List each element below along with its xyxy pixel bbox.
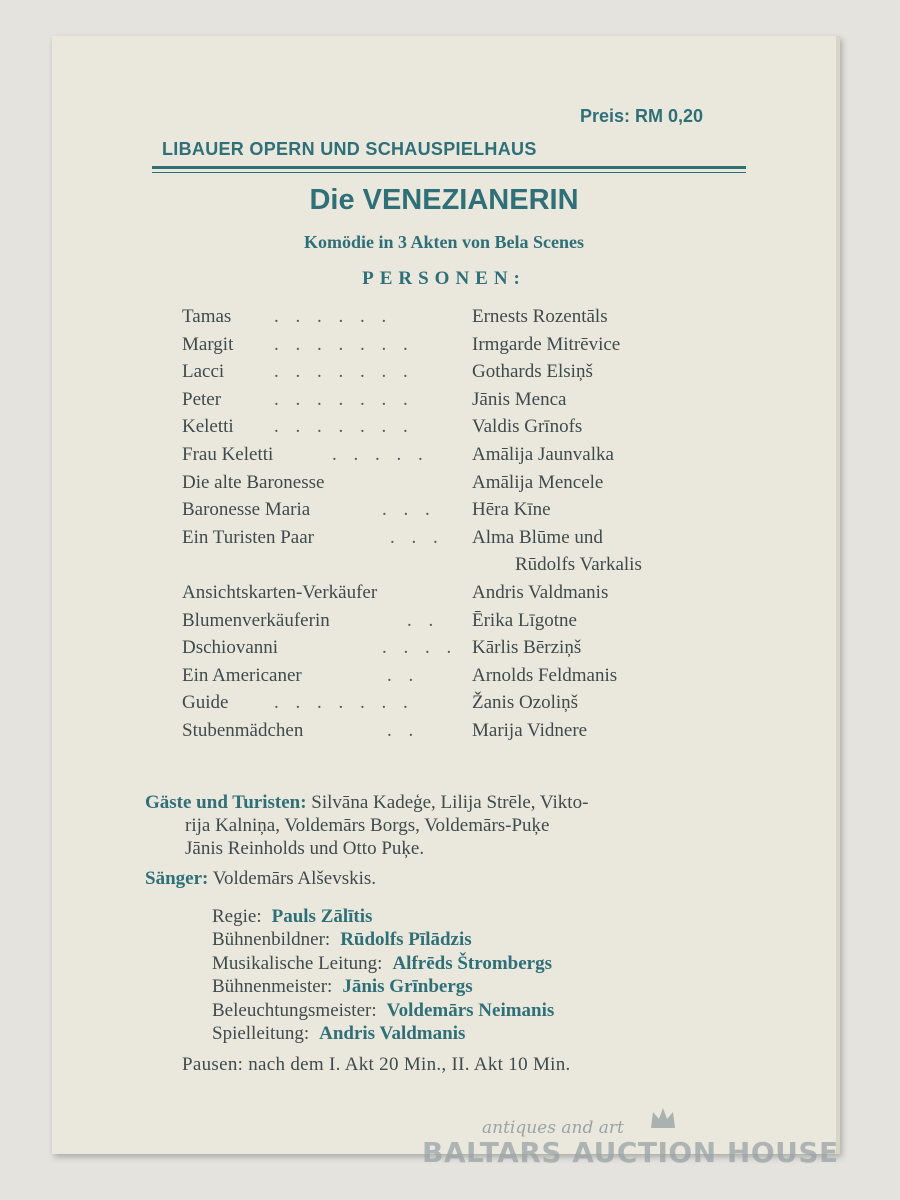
cast-row — [182, 416, 742, 444]
cast-actor: Jānis Menca — [472, 388, 567, 410]
cast-actor: Irmgarde Mitrēvice — [472, 333, 621, 355]
cast-actor: Andris Valdmanis — [472, 581, 609, 603]
cast-actor: Rūdolfs Varkalis — [515, 554, 642, 576]
leader-dots: . . . . . . . — [274, 361, 414, 383]
cast-actor: Hēra Kīne — [472, 499, 551, 521]
cast-actor: Amālija Mencele — [472, 471, 604, 493]
cast-row — [182, 306, 742, 334]
crew-label: Beleuchtungsmeister: — [212, 999, 377, 1021]
crew-name: Alfrēds Štrombergs — [392, 952, 552, 974]
crew-label: Musikalische Leitung: — [212, 952, 383, 974]
crew-label: Bühnenmeister: — [212, 976, 333, 998]
watermark-tagline: antiques and art — [482, 1118, 624, 1138]
cast-role: Peter — [182, 388, 222, 410]
guests-line: Silvāna Kadeģe, Lilija Strēle, Vikto- — [311, 792, 589, 813]
cast-actor: Marija Vidnere — [472, 719, 588, 741]
cast-actor: Ērika Līgotne — [472, 609, 577, 631]
cast-role: Die alte Baronesse — [182, 471, 325, 493]
cast-role: Lacci — [182, 361, 225, 383]
personen-heading: PERSONEN: — [362, 268, 526, 289]
leader-dots: . . — [387, 664, 420, 686]
header-rule-thin — [152, 172, 746, 173]
leader-dots: . . . . . . . — [274, 416, 414, 438]
cast-role: Ein Turisten Paar — [182, 526, 314, 548]
cast-role: Blumenverkäuferin — [182, 609, 330, 631]
leader-dots: . . . — [390, 526, 444, 548]
leader-dots: . . . . — [382, 637, 458, 659]
guests-line: Jānis Reinholds und Otto Puķe. — [185, 838, 425, 859]
guests-section — [145, 791, 765, 860]
play-title: Die VENEZIANERIN — [309, 184, 579, 216]
crew-name: Rūdolfs Pīlādzis — [340, 929, 472, 951]
singer-section — [145, 868, 376, 890]
cast-actor: Kārlis Bērziņš — [472, 637, 582, 659]
crown-icon — [648, 1104, 678, 1134]
cast-row — [182, 499, 742, 527]
header-rule — [152, 166, 746, 169]
singer-name: Voldemārs Alševskis. — [212, 868, 377, 889]
cast-row — [182, 582, 742, 610]
program-sheet — [52, 36, 840, 1169]
intermission-info: Pausen: nach dem I. Akt 20 Min., II. Akt 10 Min. — [182, 1054, 571, 1075]
guests-line: rija Kalniņa, Voldemārs Borgs, Voldemārs-Puķe — [185, 815, 550, 836]
cast-actor: Arnolds Feldmanis — [472, 664, 618, 686]
cast-row — [182, 334, 742, 362]
crew-row — [212, 929, 554, 952]
crew-label: Regie: — [212, 906, 262, 927]
cast-role: Stubenmädchen — [182, 719, 304, 741]
cast-actor: Valdis Grīnofs — [472, 416, 583, 438]
cast-row — [182, 720, 742, 748]
cast-row — [182, 472, 742, 500]
cast-actor: Žanis Ozoliņš — [472, 692, 579, 714]
price-label: Preis: RM 0,20 — [580, 106, 704, 126]
theater-name: LIBAUER OPERN UND SCHAUSPIELHAUS — [162, 139, 537, 159]
leader-dots: . . — [407, 609, 440, 631]
crew-label: Spielleitung: — [212, 1022, 310, 1044]
cast-role: Baronesse Maria — [182, 499, 311, 521]
crew-list — [212, 906, 554, 1046]
cast-role: Margit — [182, 333, 234, 355]
leader-dots: . . . . . . . — [274, 333, 414, 355]
cast-row — [182, 554, 742, 582]
crew-label: Bühnenbildner: — [212, 929, 331, 951]
crew-row — [212, 976, 554, 999]
leader-dots: . . . . . . — [274, 306, 393, 327]
crew-row — [212, 1023, 554, 1046]
play-subtitle: Komödie in 3 Akten von Bela Scenes — [303, 232, 585, 252]
leader-dots: . . . . . — [332, 443, 429, 465]
cast-role: Ansichtskarten-Verkäufer — [182, 581, 378, 603]
cast-role: Dschiovanni — [182, 637, 279, 659]
cast-actor: Ernests Rozentāls — [472, 306, 608, 327]
leader-dots: . . . . . . . — [274, 692, 414, 714]
singer-label: Sänger: — [145, 868, 209, 889]
cast-row — [182, 610, 742, 638]
cast-row — [182, 361, 742, 389]
cast-actor: Gothards Elsiņš — [472, 361, 593, 383]
cast-row — [182, 444, 742, 472]
crew-row — [212, 1000, 554, 1023]
cast-actor: Alma Blūme und — [472, 526, 603, 548]
crew-name: Andris Valdmanis — [319, 1022, 466, 1044]
cast-role: Keletti — [182, 416, 234, 438]
cast-row — [182, 637, 742, 665]
cast-role: Tamas — [182, 306, 232, 327]
crew-row — [212, 953, 554, 976]
crew-name: Pauls Zālītis — [271, 906, 373, 927]
cast-role: Guide — [182, 692, 229, 714]
cast-row — [182, 692, 742, 720]
cast-actor: Amālija Jaunvalka — [472, 443, 614, 465]
watermark-logo: BALTARS AUCTION HOUSE — [422, 1136, 839, 1169]
cast-row — [182, 389, 742, 417]
guests-label: Gäste und Turisten: — [145, 792, 307, 813]
cast-row — [182, 527, 742, 555]
crew-row — [212, 906, 554, 929]
crew-name: Voldemārs Neimanis — [386, 999, 555, 1021]
crew-name: Jānis Grīnbergs — [342, 976, 473, 998]
leader-dots: . . . . . . . — [274, 388, 414, 410]
cast-role: Frau Keletti — [182, 443, 274, 465]
cast-list — [182, 306, 742, 748]
leader-dots: . . — [387, 719, 420, 741]
leader-dots: . . . — [382, 499, 436, 521]
cast-row — [182, 665, 742, 693]
cast-role: Ein Americaner — [182, 664, 302, 686]
